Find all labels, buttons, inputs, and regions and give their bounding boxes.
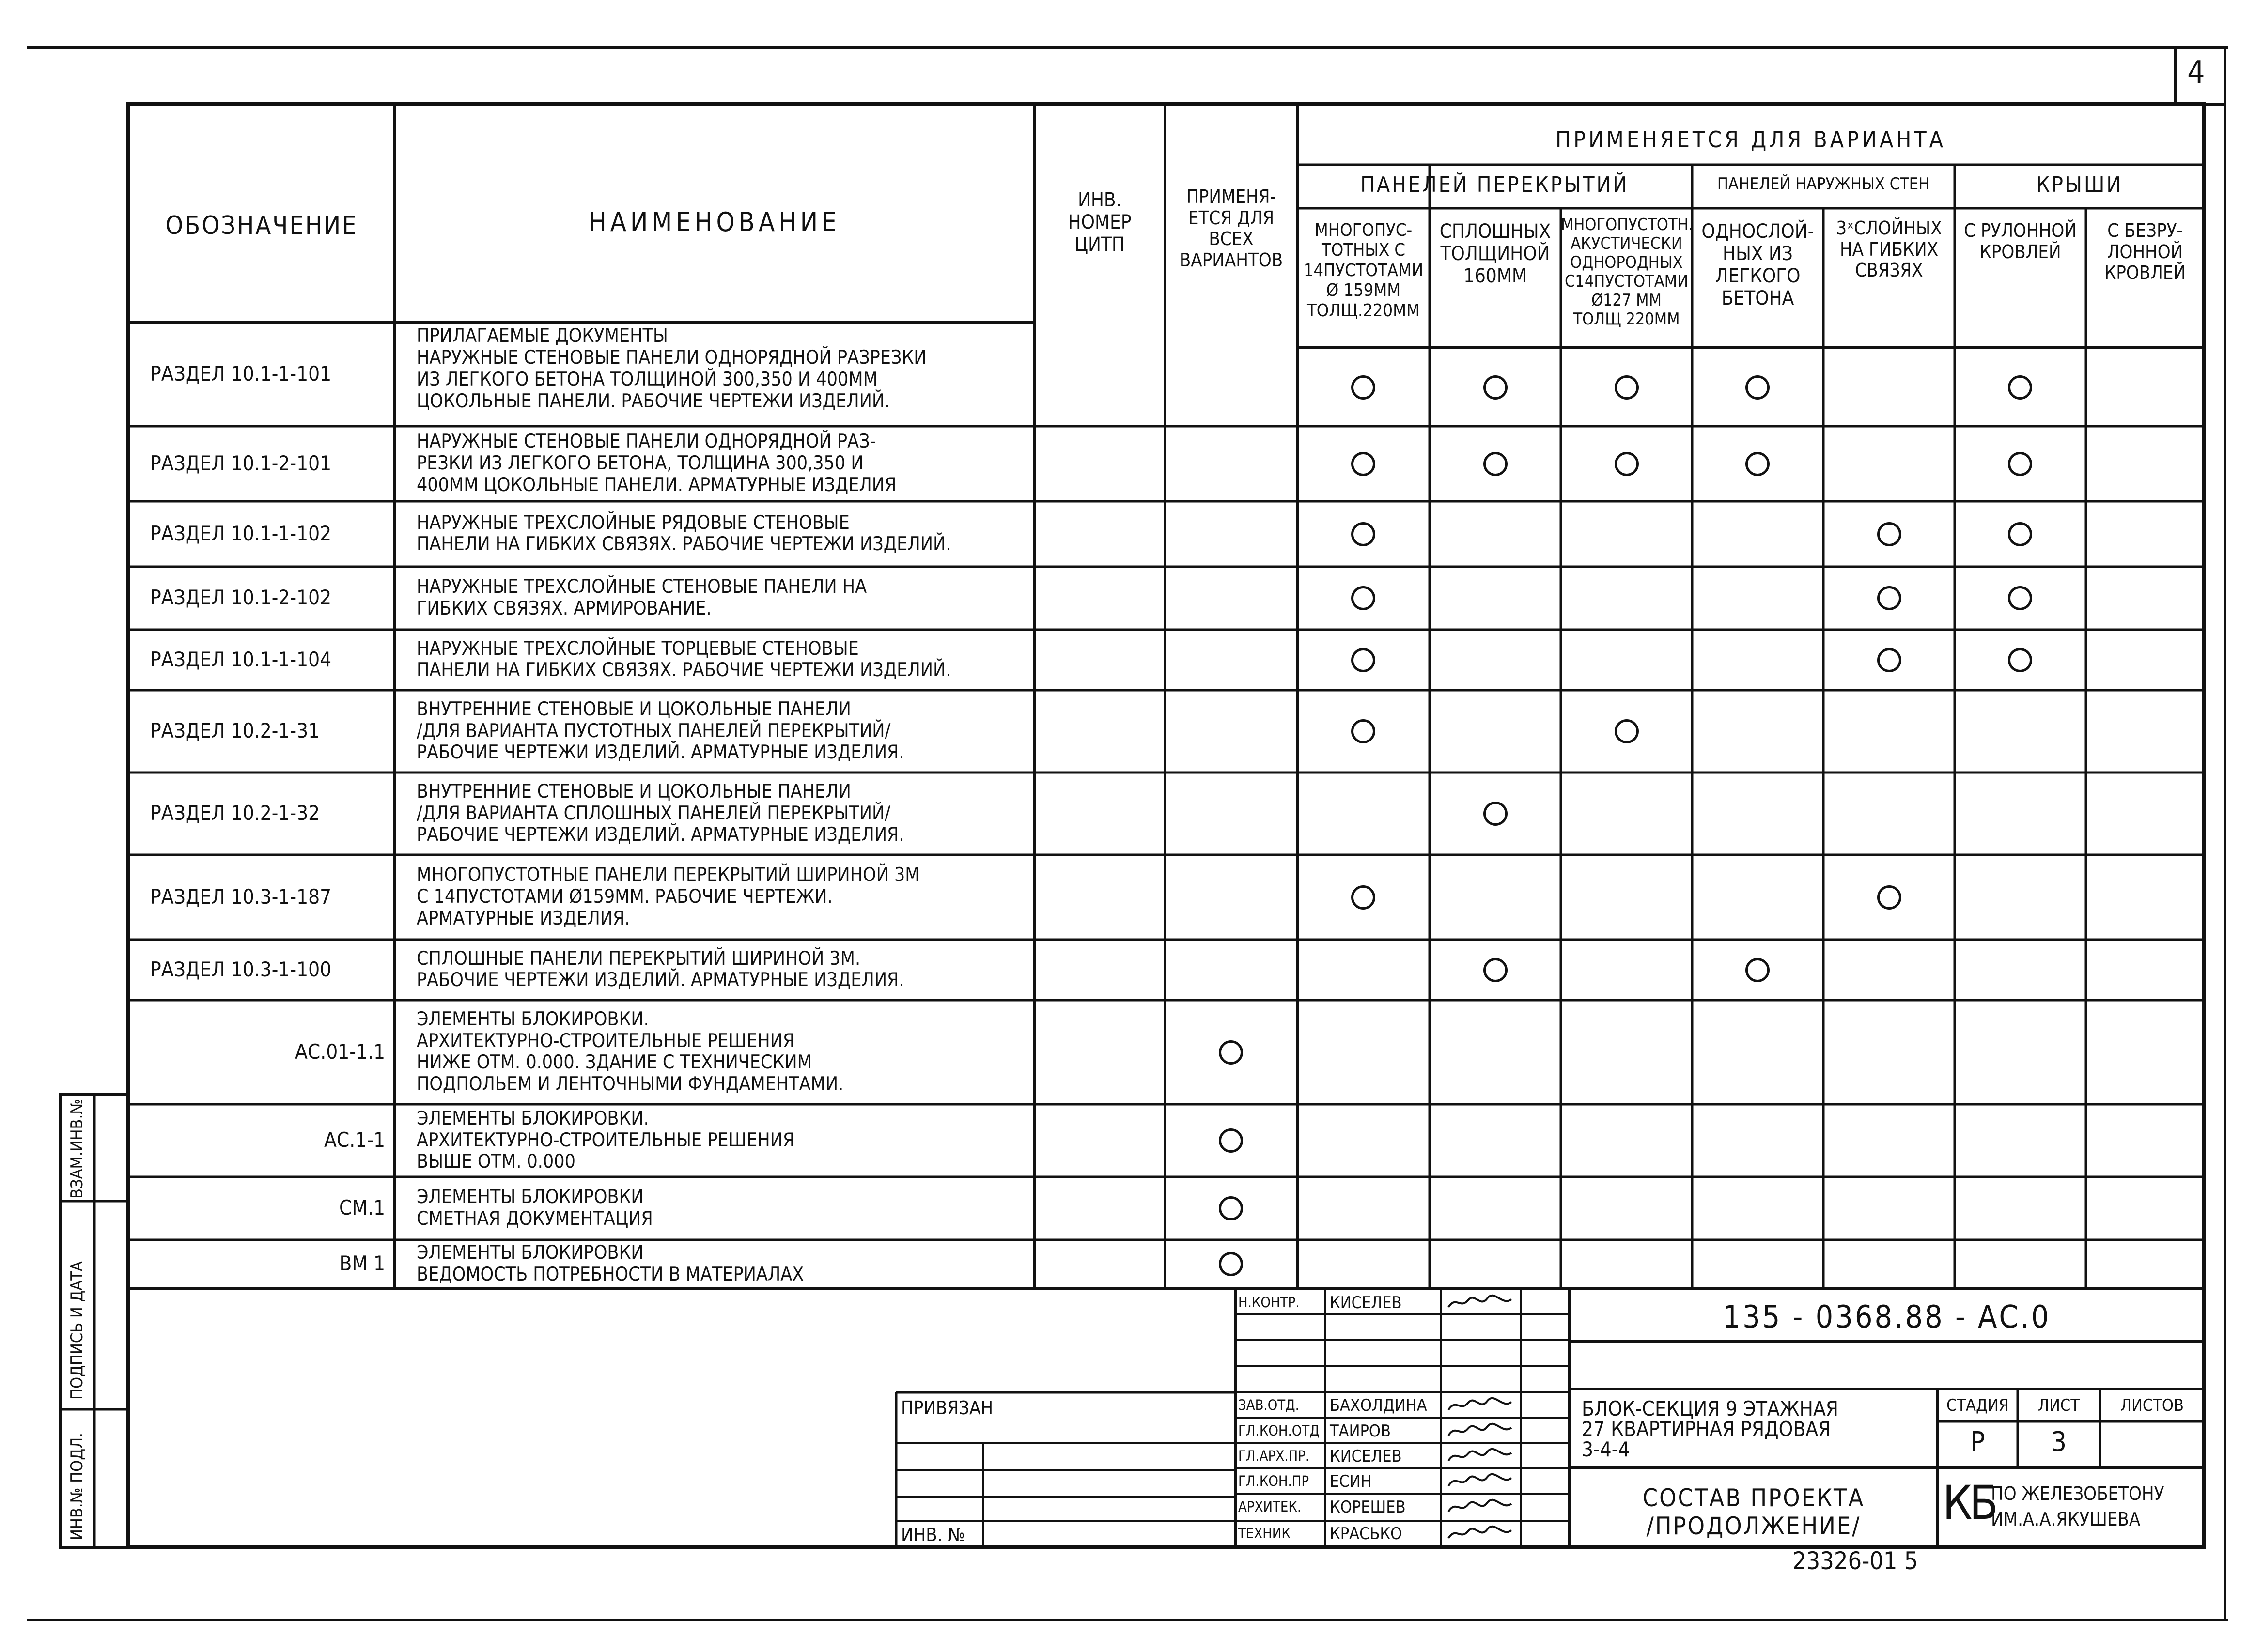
header-designation: ОБОЗНАЧЕНИЕ xyxy=(165,211,358,240)
row-designation: РАЗДЕЛ 10.2-1-32 xyxy=(150,801,320,825)
role-label: ТЕХНИК xyxy=(1238,1525,1291,1542)
row-designation: РАЗДЕЛ 10.3-1-100 xyxy=(150,957,332,981)
side-label-podpis: ПОДПИСЬ И ДАТА xyxy=(67,1261,87,1400)
applies-mark xyxy=(1483,802,1508,826)
applies-mark xyxy=(1219,1252,1243,1276)
header-col-wall2: 3ˣСЛОЙНЫХ НА ГИБКИХ СВЯЗЯХ xyxy=(1836,217,1942,281)
role-label: ГЛ.КОН.ПР xyxy=(1238,1473,1309,1489)
applies-mark xyxy=(1615,452,1639,476)
row-name: НАРУЖНЫЕ ТРЕХСЛОЙНЫЕ РЯДОВЫЕ СТЕНОВЫЕ ПАНЕЛИ НА ГИБКИХ СВЯЗЯХ. РАБОЧИЕ ЧЕРТЕЖИ ИЗДЕЛИЙ. xyxy=(417,511,951,556)
sheet-value: 3 xyxy=(2051,1426,2067,1458)
role-label: ГЛ.АРХ.ПР. xyxy=(1238,1448,1310,1464)
applies-mark xyxy=(2008,452,2032,476)
org-name: ПО ЖЕЛЕЗОБЕТОНУ ИМ.А.А.ЯКУШЕВА xyxy=(1991,1483,2164,1530)
applies-mark xyxy=(2008,375,2032,400)
signature-scribble xyxy=(1446,1422,1514,1438)
row-name: ВНУТРЕННИЕ СТЕНОВЫЕ И ЦОКОЛЬНЫЕ ПАНЕЛИ /ДЛЯ ВАРИАНТА СПЛОШНЫХ ПАНЕЛЕЙ ПЕРЕКРЫТИЙ/ РАБОЧИЕ ЧЕРТЕЖИ ИЗДЕЛИЙ. АРМАТУРНЫЕ ИЗДЕЛИЯ. xyxy=(417,780,904,846)
row-designation: РАЗДЕЛ 10.1-1-101 xyxy=(150,361,332,386)
row-name: МНОГОПУСТОТНЫЕ ПАНЕЛИ ПЕРЕКРЫТИЙ ШИРИНОЙ 3М С 14ПУСТОТАМИ Ø159ММ. РАБОЧИЕ ЧЕРТЕЖИ. АРМАТУРНЫЕ ИЗДЕЛИЯ. xyxy=(417,864,920,929)
stage-value: Р xyxy=(1970,1426,1985,1458)
header-group-wall: ПАНЕЛЕЙ НАРУЖНЫХ СТЕН xyxy=(1717,174,1930,194)
header-col-wall1: ОДНОСЛОЙ- НЫХ ИЗ ЛЕГКОГО БЕТОНА xyxy=(1701,220,1814,309)
header-col-floor2: СПЛОШНЫХ ТОЛЩИНОЙ 160ММ xyxy=(1439,220,1551,287)
applies-mark xyxy=(2008,586,2032,610)
doc-code: 135 - 0368.88 - АС.0 xyxy=(1723,1299,2051,1335)
applies-mark xyxy=(1351,586,1375,610)
signature-scribble xyxy=(1446,1294,1514,1310)
row-name: ЭЛЕМЕНТЫ БЛОКИРОВКИ. АРХИТЕКТУРНО-СТРОИТЕЛЬНЫЕ РЕШЕНИЯ ВЫШЕ ОТМ. 0.000 xyxy=(417,1107,795,1173)
applies-mark xyxy=(1351,719,1375,743)
header-col-floor1: МНОГОПУС- ТОТНЫХ С 14ПУСТОТАМИ Ø 159ММ ТОЛЩ.220ММ xyxy=(1303,220,1424,321)
side-label-inv-podl: ИНВ.№ ПОДЛ. xyxy=(67,1433,87,1540)
row-name: ЭЛЕМЕНТЫ БЛОКИРОВКИ ВЕДОМОСТЬ ПОТРЕБНОСТИ В МАТЕРИАЛАХ xyxy=(417,1242,804,1285)
header-inv-number: ИНВ. НОМЕР ЦИТП xyxy=(1068,189,1132,256)
privyazan-label: ПРИВЯЗАН xyxy=(901,1397,994,1419)
role-name: КИСЕЛЕВ xyxy=(1330,1293,1402,1312)
applies-mark xyxy=(1483,958,1508,982)
role-label: ЗАВ.ОТД. xyxy=(1238,1397,1299,1413)
header-col-floor3: МНОГОПУСТОТН. АКУСТИЧЕСКИ ОДНОРОДНЫХ С14ПУСТОТАМИ Ø127 ММ ТОЛЩ 220ММ xyxy=(1561,215,1694,329)
row-name: ПРИЛАГАЕМЫЕ ДОКУМЕНТЫ НАРУЖНЫЕ СТЕНОВЫЕ ПАНЕЛИ ОДНОРЯДНОЙ РАЗРЕЗКИ ИЗ ЛЕГКОГО БЕТОНА ТОЛЩИНОЙ 300,350 И 400ММ ЦОКОЛЬНЫЕ ПАНЕЛИ. РАБОЧИЕ ЧЕРТЕЖИ ИЗДЕЛИЙ. xyxy=(417,325,927,412)
applies-mark xyxy=(1219,1040,1243,1065)
project-name: БЛОК-СЕКЦИЯ 9 ЭТАЖНАЯ 27 КВАРТИРНАЯ РЯДОВАЯ 3-4-4 xyxy=(1582,1397,1839,1461)
applies-mark xyxy=(1483,375,1508,400)
inv-no-label: ИНВ. № xyxy=(901,1524,965,1545)
sheet-title: СОСТАВ ПРОЕКТА /ПРОДОЛЖЕНИЕ/ xyxy=(1642,1484,1865,1540)
role-name: ЕСИН xyxy=(1330,1472,1372,1491)
role-name: КРАСЬКО xyxy=(1330,1524,1402,1544)
header-applies-variant: ПРИМЕНЯЕТСЯ ДЛЯ ВАРИАНТА xyxy=(1555,126,1946,153)
role-name: КИСЕЛЕВ xyxy=(1330,1447,1402,1466)
row-name: НАРУЖНЫЕ СТЕНОВЫЕ ПАНЕЛИ ОДНОРЯДНОЙ РАЗ- РЕЗКИ ИЗ ЛЕГКОГО БЕТОНА, ТОЛЩИНА 300,350 И 400ММ ЦОКОЛЬНЫЕ ПАНЕЛИ. АРМАТУРНЫЕ ИЗДЕЛИЯ xyxy=(417,431,897,496)
header-col-roof2: С БЕЗРУ- ЛОННОЙ КРОВЛЕЙ xyxy=(2104,220,2186,284)
row-name: НАРУЖНЫЕ ТРЕХСЛОЙНЫЕ СТЕНОВЫЕ ПАНЕЛИ НА ГИБКИХ СВЯЗЯХ. АРМИРОВАНИЕ. xyxy=(417,576,867,619)
row-name: СПЛОШНЫЕ ПАНЕЛИ ПЕРЕКРЫТИЙ ШИРИНОЙ 3М. РАБОЧИЕ ЧЕРТЕЖИ ИЗДЕЛИЙ. АРМАТУРНЫЕ ИЗДЕЛИЯ. xyxy=(417,947,904,991)
applies-mark xyxy=(1745,375,1770,400)
row-name: ЭЛЕМЕНТЫ БЛОКИРОВКИ. АРХИТЕКТУРНО-СТРОИТЕЛЬНЫЕ РЕШЕНИЯ НИЖЕ ОТМ. 0.000. ЗДАНИЕ С ТЕХНИЧЕСКИМ ПОДПОЛЬЕМ И ЛЕНТОЧНЫМИ ФУНДАМЕНТАМИ. xyxy=(417,1008,844,1096)
applies-mark xyxy=(2008,522,2032,546)
applies-mark xyxy=(1745,958,1770,982)
applies-mark xyxy=(1615,375,1639,400)
signature-scribble xyxy=(1446,1396,1514,1413)
applies-mark xyxy=(2008,648,2032,672)
org-logo: КБ xyxy=(1943,1476,1995,1530)
applies-mark xyxy=(1219,1196,1243,1220)
applies-mark xyxy=(1219,1128,1243,1153)
signature-scribble xyxy=(1446,1447,1514,1464)
applies-mark xyxy=(1877,522,1901,546)
row-designation: АС.01-1.1 xyxy=(295,1039,385,1064)
stage-label: СТАДИЯ xyxy=(1946,1396,2009,1415)
row-name: ЭЛЕМЕНТЫ БЛОКИРОВКИ СМЕТНАЯ ДОКУМЕНТАЦИЯ xyxy=(417,1186,653,1230)
header-name: НАИМЕНОВАНИЕ xyxy=(589,207,840,237)
applies-mark xyxy=(1877,885,1901,910)
row-designation: РАЗДЕЛ 10.1-1-102 xyxy=(150,521,332,545)
side-label-vzam: ВЗАМ.ИНВ.№ xyxy=(67,1098,87,1199)
applies-mark xyxy=(1745,452,1770,476)
row-designation: АС.1-1 xyxy=(324,1128,385,1152)
row-designation: СМ.1 xyxy=(339,1196,385,1220)
row-name: ВНУТРЕННИЕ СТЕНОВЫЕ И ЦОКОЛЬНЫЕ ПАНЕЛИ /ДЛЯ ВАРИАНТА ПУСТОТНЫХ ПАНЕЛЕЙ ПЕРЕКРЫТИЙ/ РАБОЧИЕ ЧЕРТЕЖИ ИЗДЕЛИЙ. АРМАТУРНЫЕ ИЗДЕЛИЯ. xyxy=(417,698,904,764)
role-label: ГЛ.КОН.ОТД xyxy=(1238,1422,1320,1439)
sheets-label: ЛИСТОВ xyxy=(2120,1396,2184,1415)
row-designation: РАЗДЕЛ 10.1-2-102 xyxy=(150,586,332,609)
row-designation: РАЗДЕЛ 10.1-1-104 xyxy=(150,647,332,671)
row-name: НАРУЖНЫЕ ТРЕХСЛОЙНЫЕ ТОРЦЕВЫЕ СТЕНОВЫЕ ПАНЕЛИ НА ГИБКИХ СВЯЗЯХ. РАБОЧИЕ ЧЕРТЕЖИ ИЗДЕЛИЙ. xyxy=(417,637,951,681)
signature-scribble xyxy=(1446,1472,1514,1489)
row-designation: ВМ 1 xyxy=(339,1251,385,1275)
header-group-floor: ПАНЕЛЕЙ ПЕРЕКРЫТИЙ xyxy=(1360,172,1629,197)
header-col-roof1: С РУЛОННОЙ КРОВЛЕЙ xyxy=(1964,220,2077,262)
applies-mark xyxy=(1351,522,1375,546)
role-label: АРХИТЕК. xyxy=(1238,1498,1302,1515)
sheet-label: ЛИСТ xyxy=(2038,1396,2080,1415)
signature-scribble xyxy=(1446,1525,1514,1541)
applies-mark xyxy=(1877,648,1901,672)
signature-scribble xyxy=(1446,1498,1514,1514)
role-name: ТАИРОВ xyxy=(1330,1421,1391,1441)
role-name: КОРЕШЕВ xyxy=(1330,1498,1406,1517)
header-applies-all: ПРИМЕНЯ- ЕТСЯ ДЛЯ ВСЕХ ВАРИАНТОВ xyxy=(1179,186,1283,271)
applies-mark xyxy=(1351,648,1375,672)
role-label: Н.КОНТР. xyxy=(1238,1294,1300,1311)
applies-mark xyxy=(1351,375,1375,400)
header-group-roof: КРЫШИ xyxy=(2036,172,2123,197)
row-designation: РАЗДЕЛ 10.3-1-187 xyxy=(150,884,332,909)
applies-mark xyxy=(1351,885,1375,910)
bottom-number: 23326-01 5 xyxy=(1792,1547,1918,1575)
role-name: БАХОЛДИНА xyxy=(1330,1396,1427,1415)
applies-mark xyxy=(1351,452,1375,476)
row-designation: РАЗДЕЛ 10.1-2-101 xyxy=(150,451,332,475)
applies-mark xyxy=(1877,586,1901,610)
applies-mark xyxy=(1615,719,1639,743)
row-designation: РАЗДЕЛ 10.2-1-31 xyxy=(150,719,320,742)
applies-mark xyxy=(1483,452,1508,476)
sheet-number: 4 xyxy=(2187,55,2205,91)
